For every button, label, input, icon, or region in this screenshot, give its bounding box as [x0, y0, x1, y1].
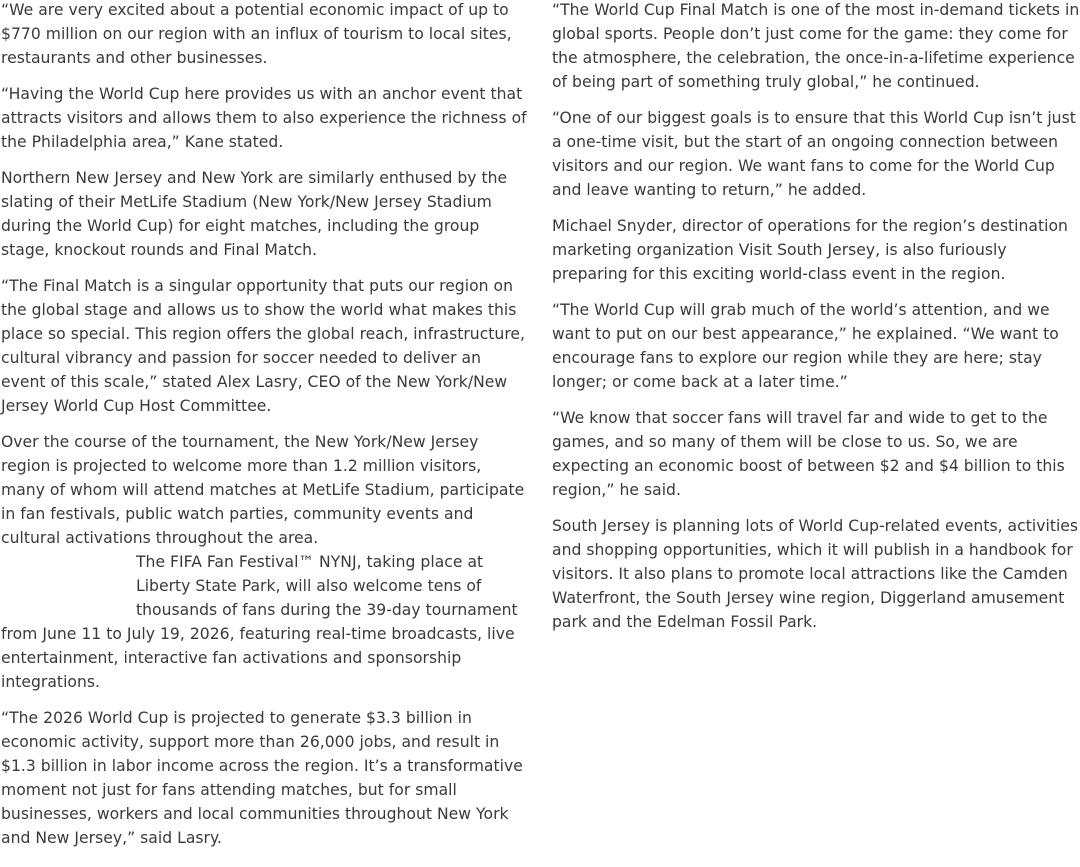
paragraph-final-match-quote: “The Final Match is a singular opportunity that puts our region on the global stage and allows us to show the world what makes this place so special. This region offers the global reach, infrastructure, cultural vibrancy and passion for soccer needed to deliver an event of this scale,” stated Alex Lasry, CEO of the New York/New Jersey World Cup Host Committee.	[1, 277, 526, 415]
fan-festival-wrapped-text	[1, 550, 529, 622]
paragraph-anchor-event: “Having the World Cup here provides us with an anchor event that attracts visitors and allows them to also experience the richness of the Philadelphia area,” Kane stated.	[1, 85, 527, 151]
paragraph-metlife-stadium: Northern New Jersey and New York are similarly enthused by the slating of their MetLife Stadium (New York/New Jersey Stadium during the World Cup) for eight matches, including the group stage, knockout rounds and Final Match.	[1, 169, 508, 259]
paragraph-best-appearance-quote: “The World Cup will grab much of the world’s attention, and we want to put on our best appearance,” he explained. “We want to encourage fans to explore our region while they are here; stay longer; or come back at a later time.”	[552, 301, 1059, 391]
paragraph-economic-impact: “We are very excited about a potential economic impact of up to $770 million on our region with an influx of tourism to local sites, restaurants and other businesses.	[1, 1, 512, 67]
paragraph-economic-activity-quote: “The 2026 World Cup is projected to generate $3.3 billion in economic activity, support more than 26,000 jobs, and result in $1.3 billion in labor income across the region. It’s a transformative moment not just for fans attending matches, but for small businesses, workers and local communities throughout New York and New Jersey,” said Lasry.	[1, 709, 523, 847]
paragraph-economic-boost-quote: “We know that soccer fans will travel far and wide to get to the games, and so many of them will be close to us. So, we are expecting an economic boost of between $2 and $4 billion to this region,” he said.	[552, 409, 1065, 499]
fan-festival-text: The FIFA Fan Festival™ NYNJ, taking place at Liberty State Park, will also welcome tens of thousands of fans during the 39-day tournament	[136, 553, 518, 619]
paragraph-final-match-tickets: “The World Cup Final Match is one of the most in-demand tickets in global sports. People don’t just come for the game: they come for the atmosphere, the celebration, the once-in-a-lifetime experience of being part of something truly global,” he continued.	[552, 1, 1080, 91]
paragraph-tournament-visitors	[1, 430, 529, 694]
paragraph-tournament-visitors-text: Over the course of the tournament, the New York/New Jersey region is projected to welcome more than 1.2 million visitors, many of whom will attend matches at MetLife Stadium, participate in fan festivals, public watch parties, community events and cultural activations throughout the area.	[1, 433, 525, 547]
right-column	[552, 0, 1080, 646]
left-column	[1, 0, 529, 862]
paragraph-michael-snyder: Michael Snyder, director of operations for the region’s destination marketing organization Visit South Jersey, is also furiously preparing for this exciting world-class event in the region.	[552, 217, 1068, 283]
paragraph-south-jersey-events: South Jersey is planning lots of World Cup-related events, activities and shopping opportunities, which it will publish in a handbook for visitors. It also plans to promote local attractions like the Camden Waterfront, the South Jersey wine region, Diggerland amusement park and the Edelman Fossil Park.	[552, 517, 1079, 631]
paragraph-ongoing-connection: “One of our biggest goals is to ensure that this World Cup isn’t just a one-time visit, but the start of an ongoing connection between visitors and our region. We want fans to come for the World Cup and leave wanting to return,” he added.	[552, 109, 1076, 199]
fan-festival-dates-text: from June 11 to July 19, 2026, featuring real-time broadcasts, live entertainment, interactive fan activations and sponsorship integrations.	[1, 625, 515, 691]
